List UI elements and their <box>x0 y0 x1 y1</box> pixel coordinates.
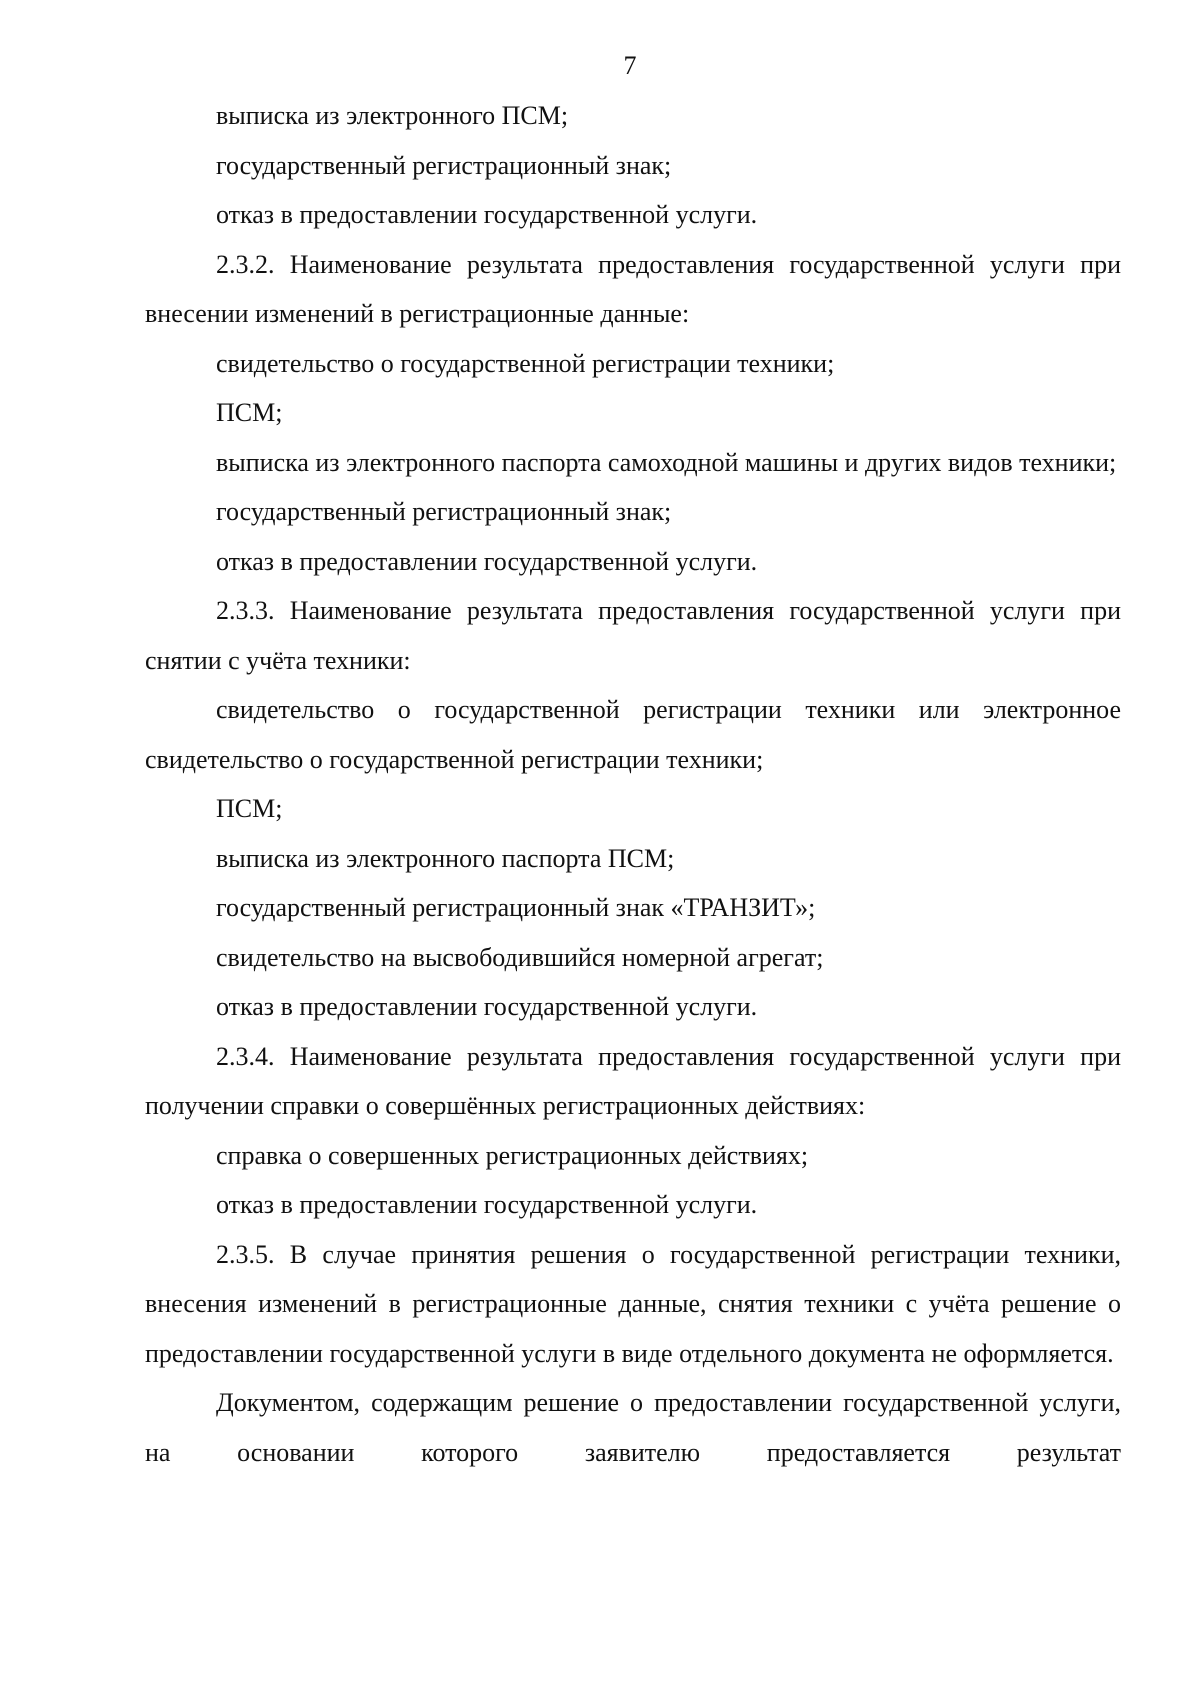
paragraph-8: государственный регистрационный знак; <box>216 497 672 526</box>
paragraph-6: ПСМ; <box>216 398 283 427</box>
paragraph-10: 2.3.3. Наименование результата предоставления государственной услуги при снятии с учёта техники: <box>145 596 1121 675</box>
paragraph-2: государственный регистрационный знак; <box>216 150 672 180</box>
page-number: 7 <box>623 51 637 80</box>
paragraph-13: выписка из электронного паспорта ПСМ; <box>216 843 675 873</box>
document-body <box>145 91 1121 1477</box>
paragraph-17: 2.3.4. Наименование результата предоставления государственной услуги при получении справки о совершённых регистрационных действиях: <box>145 1041 1121 1120</box>
paragraph-21: Документом, содержащим решение о предоставлении государственной услуги, на основании которого заявителю предоставляется результат <box>145 1388 1121 1467</box>
paragraph-12: ПСМ; <box>216 794 283 823</box>
paragraph-3: отказ в предоставлении государственной услуги. <box>216 200 758 229</box>
paragraph-20: 2.3.5. В случае принятия решения о государственной регистрации техники, внесения изменений в регистрационные данные, снятия техники с учёта решение о предоставлении государственной услуги в виде отдельного документа не оформляется. <box>145 1239 1121 1368</box>
paragraph-15: свидетельство на высвободившийся номерной агрегат; <box>216 942 824 972</box>
paragraph-9: отказ в предоставлении государственной услуги. <box>216 546 758 576</box>
paragraph-5: свидетельство о государственной регистрации техники; <box>216 348 835 378</box>
paragraph-1: выписка из электронного ПСМ; <box>216 101 569 130</box>
paragraph-11: свидетельство о государственной регистрации техники или электронное свидетельство о государственной регистрации техники; <box>145 695 1121 774</box>
paragraph-7: выписка из электронного паспорта самоходной машины и других видов техники; <box>216 447 1117 477</box>
paragraph-16: отказ в предоставлении государственной услуги. <box>216 992 758 1021</box>
paragraph-4: 2.3.2. Наименование результата предоставления государственной услуги при внесении изменений в регистрационные данные: <box>145 249 1121 328</box>
paragraph-19: отказ в предоставлении государственной услуги. <box>216 1190 758 1219</box>
paragraph-18: справка о совершенных регистрационных действиях; <box>216 1140 809 1170</box>
paragraph-14: государственный регистрационный знак «ТРАНЗИТ»; <box>216 893 816 922</box>
